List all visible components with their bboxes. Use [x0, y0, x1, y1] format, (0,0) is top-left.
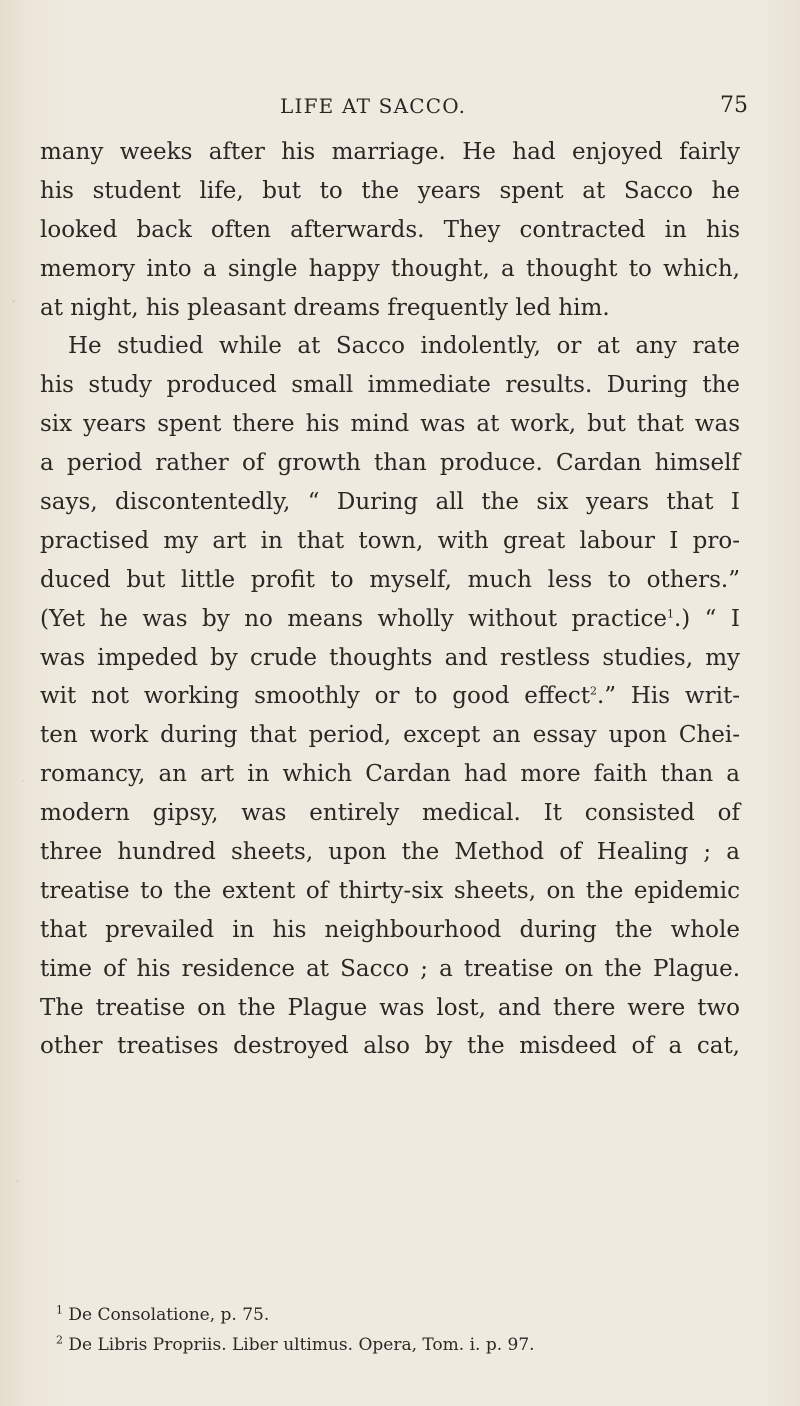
text-line-with-footnote	[40, 600, 740, 639]
footnote-text: De Libris Propriis. Liber ultimus. Opera, Tom. i. p. 97.	[68, 1335, 535, 1355]
body-text	[40, 133, 740, 1066]
footnote-marker: 2	[56, 1333, 63, 1347]
text-segment: .) “ I	[673, 605, 740, 632]
footnote-ref-2[interactable]: 2	[589, 684, 597, 698]
footnote-1	[56, 1300, 746, 1330]
text-line: at night, his pleasant dreams frequently led him.	[40, 294, 610, 321]
text-line: treatise to the extent of thirty-six sheets, on the epidemic	[40, 877, 740, 904]
footnote-text: De Consolatione, p. 75.	[68, 1305, 270, 1325]
text-line: six years spent there his mind was at work, but that was	[40, 411, 740, 438]
footnotes	[56, 1300, 746, 1360]
page-number: 75	[720, 93, 748, 118]
text-line: practised my art in that town, with great labour I pro-	[40, 527, 740, 554]
text-line: ten work during that period, except an essay upon Chei-	[40, 722, 740, 749]
text-line: three hundred sheets, upon the Method of Healing ; a	[40, 839, 740, 866]
text-line: memory into a single happy thought, a thought to which,	[40, 255, 740, 282]
text-segment: (Yet he was by no means wholly without practice	[40, 605, 667, 632]
text-line-with-footnote	[40, 677, 740, 716]
running-head	[40, 88, 748, 124]
text-line: that prevailed in his neighbourhood during the whole	[40, 916, 740, 943]
text-line: his study produced small immediate results. During the	[40, 372, 740, 399]
footnote-ref-1[interactable]: 1	[666, 607, 674, 621]
text-segment: .” His writ-	[596, 683, 740, 710]
text-line: modern gipsy, was entirely medical. It consisted of	[40, 800, 740, 827]
text-line: says, discontentedly, “ During all the six years that I	[40, 489, 740, 516]
text-line: duced but little profit to myself, much less to others.”	[40, 566, 740, 593]
paragraph-start-line: He studied while at Sacco indolently, or at any rate	[68, 333, 740, 360]
text-line: many weeks after his marriage. He had enjoyed fairly	[40, 139, 740, 165]
running-title: LIFE AT SACCO.	[280, 94, 467, 118]
text-line: other treatises destroyed also by the misdeed of a cat,	[40, 1033, 740, 1060]
text-segment: wit not working smoothly or to good effect	[40, 683, 590, 710]
text-line: The treatise on the Plague was lost, and there were two	[40, 994, 740, 1021]
text-line: romancy, an art in which Cardan had more faith than a	[40, 761, 740, 788]
text-line: a period rather of growth than produce. Cardan himself	[40, 450, 740, 477]
paper-fleck	[22, 780, 24, 782]
text-line: looked back often afterwards. They contracted in his	[40, 216, 740, 243]
paper-fleck	[16, 1180, 19, 1182]
text-line: his student life, but to the years spent at Sacco he	[40, 177, 740, 204]
text-line: was impeded by crude thoughts and restless studies, my	[40, 644, 740, 671]
paper-fleck	[12, 300, 15, 303]
footnote-2	[56, 1330, 746, 1360]
footnote-marker: 1	[56, 1303, 63, 1317]
text-line: time of his residence at Sacco ; a treatise on the Plague.	[40, 955, 740, 982]
